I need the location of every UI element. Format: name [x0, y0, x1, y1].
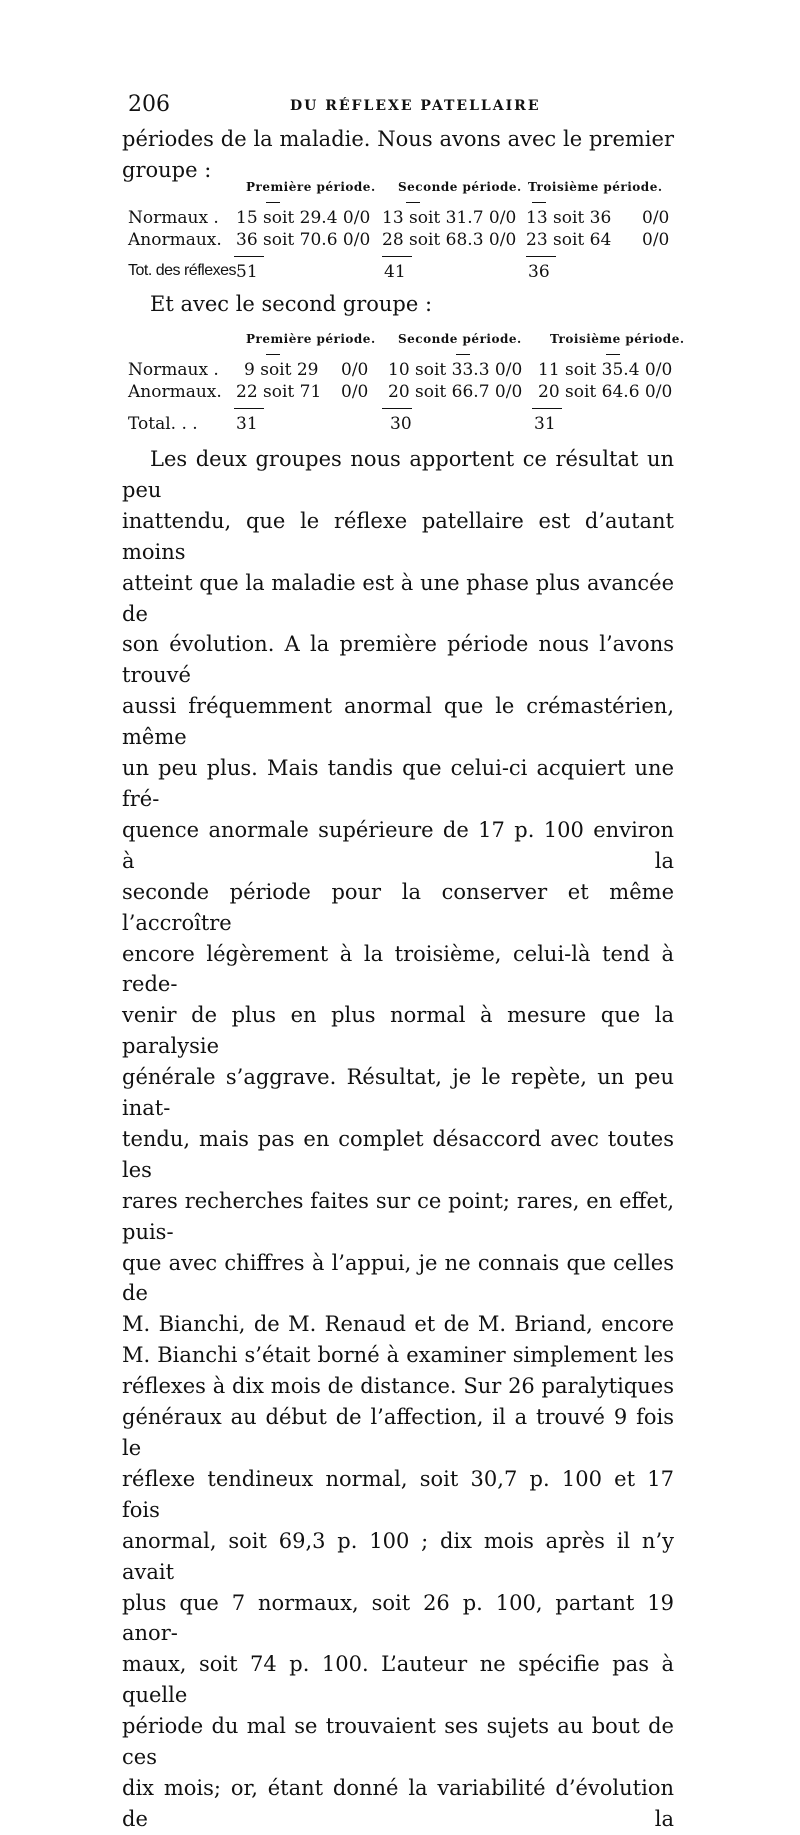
total-value: 41	[384, 262, 406, 282]
text-line: M. Bianchi s’était borné à examiner simplement les	[122, 1343, 674, 1368]
header-dash	[606, 354, 620, 355]
total-rule	[526, 256, 556, 257]
text-line: venir de plus en plus normal à mesure que la paralysie	[122, 1003, 674, 1059]
text-line: généraux au début de l’affection, il a trouvé 9 fois le	[122, 1405, 674, 1460]
row-label: Normaux .	[128, 208, 219, 228]
header-dash	[266, 354, 280, 355]
row-label: Anormaux.	[128, 382, 222, 402]
table-row	[128, 360, 676, 382]
column-header: Seconde période.	[398, 180, 522, 194]
total-label: Total. . .	[128, 414, 198, 434]
table-cell: 20 soit 66.7 0/0	[388, 382, 523, 402]
total-value: 31	[236, 414, 258, 434]
table-row	[128, 230, 676, 252]
total-rule	[234, 408, 264, 409]
text-line: période du mal se trouvaient ses sujets au bout de ces	[122, 1714, 674, 1770]
text-line: inattendu, que le réflexe patellaire est d’autant moins	[122, 508, 674, 564]
text-line: dix mois; or, étant donné la variabilité d’évolution de la	[122, 1775, 674, 1831]
text-line: groupe :	[122, 157, 212, 182]
text-line: atteint que la maladie est à une phase plus avancée de	[122, 570, 674, 626]
text-line: réflexes à dix mois de distance. Sur 26 paralytiques	[122, 1374, 674, 1399]
text-line: Les deux groupes nous apportent ce résultat un peu	[122, 447, 674, 502]
header-dash	[266, 202, 280, 203]
table-cell: 20 soit 64.6 0/0	[538, 382, 673, 402]
text-line: tendu, mais pas en complet désaccord avec toutes les	[122, 1126, 674, 1182]
text-line: aussi fréquemment anormal que le crémastérien, même	[122, 694, 674, 750]
header-dash	[456, 354, 470, 355]
total-rule	[234, 256, 264, 257]
header-dash	[406, 202, 420, 203]
column-header: Première période.	[246, 180, 376, 194]
column-header: Troisième période.	[528, 180, 663, 194]
text-line: réflexe tendineux normal, soit 30,7 p. 100 et 17 fois	[122, 1466, 674, 1522]
table-row	[128, 382, 676, 404]
table-cell: 0/0	[642, 208, 670, 228]
table-cell: 0/0	[642, 230, 670, 250]
text-line: un peu plus. Mais tandis que celui-ci acquiert une fré-	[122, 756, 674, 811]
total-rule	[532, 408, 562, 409]
text-line: plus que 7 normaux, soit 26 p. 100, partant 19 anor-	[122, 1590, 674, 1646]
table-cell: 23 soit 64	[526, 230, 612, 250]
column-header: Troisième période.	[550, 332, 685, 346]
table-cell: 13 soit 31.7 0/0	[382, 208, 517, 228]
stats-table-second-group	[128, 332, 685, 442]
table-cell: 11 soit 35.4 0/0	[538, 360, 673, 380]
table-cell: 10 soit 33.3 0/0	[388, 360, 523, 380]
total-label: Tot. des réflexes	[128, 262, 236, 279]
text-line: seconde période pour la conserver et même l’accroître	[122, 879, 674, 935]
table-cell: 9 soit 29	[244, 360, 319, 380]
text-line: encore légèrement à la troisième, celui-là tend à rede-	[122, 941, 674, 997]
table-total-row	[128, 262, 676, 284]
running-title: DU RÉFLEXE PATELLAIRE	[290, 98, 541, 114]
table-cell: 15 soit 29.4 0/0	[236, 208, 371, 228]
column-header: Première période.	[246, 332, 376, 346]
text-line: rares recherches faites sur ce point; rares, en effet, puis-	[122, 1188, 674, 1244]
total-rule	[382, 408, 412, 409]
text-line: périodes de la maladie. Nous avons avec le premier	[122, 127, 674, 151]
row-label: Anormaux.	[128, 230, 222, 250]
text-line: anormal, soit 69,3 p. 100 ; dix mois après il n’y avait	[122, 1528, 674, 1584]
table-cell: 22 soit 71	[236, 382, 322, 402]
row-label: Normaux .	[128, 360, 219, 380]
total-value: 30	[390, 414, 412, 434]
total-value: 36	[528, 262, 550, 282]
table-cell: 13 soit 36	[526, 208, 612, 228]
stats-table-first-group	[128, 180, 676, 290]
intro-paragraph	[122, 124, 674, 186]
table-total-row	[128, 414, 676, 436]
total-value: 31	[534, 414, 556, 434]
column-header: Seconde période.	[398, 332, 522, 346]
text-line: que avec chiffres à l’appui, je ne connais que celles de	[122, 1250, 674, 1306]
section-lead-text: Et avec le second groupe :	[150, 292, 433, 316]
text-line: maux, soit 74 p. 100. L’auteur ne spécifie pas à quelle	[122, 1652, 674, 1708]
text-line: son évolution. A la première période nous l’avons trouvé	[122, 632, 674, 688]
table-cell: 36 soit 70.6 0/0	[236, 230, 371, 250]
text-line: générale s’aggrave. Résultat, je le repète, un peu inat-	[122, 1065, 674, 1121]
table-cell: 0/0	[341, 382, 369, 402]
table-cell: 28 soit 68.3 0/0	[382, 230, 517, 250]
total-value: 51	[236, 262, 258, 282]
header-dash	[532, 202, 546, 203]
text-line: quence anormale supérieure de 17 p. 100 environ à la	[122, 817, 674, 873]
page-number: 206	[128, 92, 170, 117]
page-header	[128, 92, 673, 122]
total-rule	[382, 256, 412, 257]
text-line: M. Bianchi, de M. Renaud et de M. Briand, encore	[122, 1312, 674, 1337]
body-paragraph	[122, 444, 674, 1835]
table-row	[128, 208, 676, 230]
table-cell: 0/0	[341, 360, 369, 380]
